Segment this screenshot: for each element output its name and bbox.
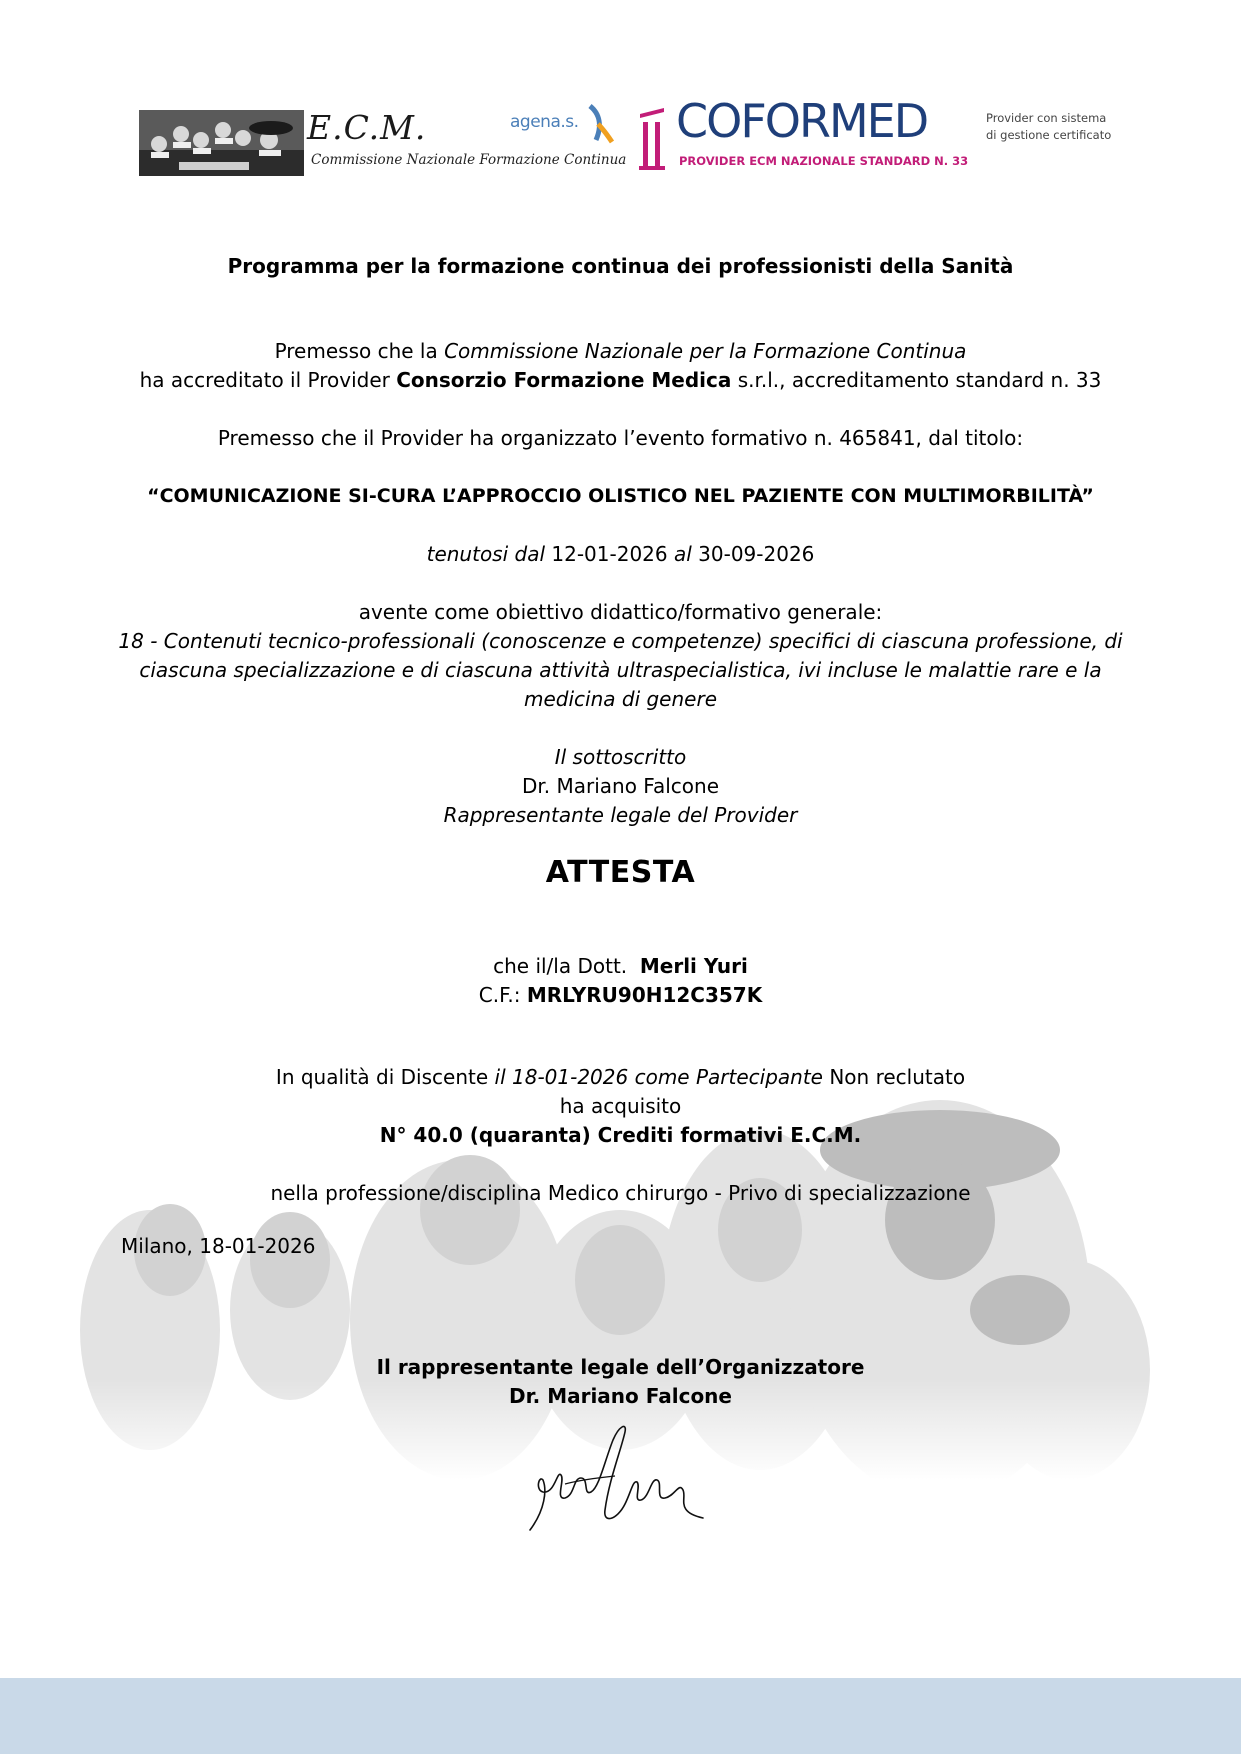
place-date: Milano, 18-01-2026: [121, 1234, 316, 1258]
anatomy-lesson-painting-icon: [139, 110, 304, 176]
credits-amount: N° 40.0 (quaranta) Crediti formativi E.C.M.: [379, 1123, 862, 1147]
profession-line: nella professione/disciplina Medico chirurgo - Privo di specializzazione: [270, 1181, 971, 1205]
participant-name: Merli Yuri: [639, 954, 748, 978]
ecm-title: E.C.M.: [307, 108, 427, 147]
attesta-heading: ATTESTA: [545, 855, 696, 890]
premise-text-c: s.r.l., accreditamento standard n. 33: [731, 368, 1102, 392]
provider-name: Consorzio Formazione Medica: [396, 368, 732, 392]
ecm-subtitle: Commissione Nazionale Formazione Continua: [311, 152, 627, 168]
coformed-name: COFORMED: [676, 94, 928, 148]
provider-note-line-1: Provider con sistema: [986, 111, 1107, 125]
coformed-logo: [638, 94, 969, 174]
role-prefix: In qualità di Discente: [275, 1065, 489, 1089]
participant-block: [0, 952, 1241, 1010]
end-date: 30-09-2026: [698, 542, 815, 566]
participant-prefix: che il/la Dott.: [493, 954, 628, 978]
undersigned-role: Rappresentante legale del Provider: [443, 803, 798, 827]
agenas-mark-icon: [586, 104, 614, 144]
agenas-label: agena.s.: [510, 112, 579, 132]
footer-band: [0, 1678, 1241, 1754]
handwritten-signature: [525, 1420, 710, 1535]
premise-text-a: Premesso che la: [274, 339, 445, 363]
undersigned-name: Dr. Mariano Falcone: [521, 774, 719, 798]
premise-text-b: ha accreditato il Provider: [139, 368, 397, 392]
signatory-title: Il rappresentante legale dell’Organizzatore: [376, 1355, 865, 1379]
cf-label: C.F.:: [478, 983, 521, 1007]
commission-name: Commissione Nazionale per la Formazione Continua: [444, 339, 967, 363]
held-label: tenutosi dal: [426, 542, 546, 566]
credits-block: [0, 1063, 1241, 1150]
acquired-label: ha acquisito: [559, 1094, 682, 1118]
coformed-subtitle: PROVIDER ECM NAZIONALE STANDARD N. 33: [679, 154, 969, 168]
coformed-columns-icon: [638, 106, 668, 172]
undersigned-label: Il sottoscritto: [554, 745, 687, 769]
signatory-name: Dr. Mariano Falcone: [509, 1384, 732, 1408]
role-detail: il 18-01-2026 come Partecipante: [494, 1065, 823, 1089]
signatory-block: [0, 1353, 1241, 1411]
premise-commission: [0, 337, 1241, 395]
objective-label: avente come obiettivo didattico/formativo generale:: [358, 600, 883, 624]
to-label: al: [673, 542, 692, 566]
premise-event: Premesso che il Provider ha organizzato l’evento formativo n. 465841, dal titolo:: [217, 426, 1024, 450]
objective-text: 18 - Contenuti tecnico-professionali (conoscenze e competenze) specifici di ciascuna professione, di ciascuna specializzazione e di ciascuna attività ultraspecialistica, ivi incluse le malattie rare e la medicina di genere: [118, 629, 1123, 711]
role-suffix: Non reclutato: [829, 1065, 966, 1089]
provider-note: [986, 110, 1111, 144]
agenas-logo: [510, 104, 614, 144]
participant-cf: MRLYRU90H12C357K: [526, 983, 763, 1007]
program-title: Programma per la formazione continua dei professionisti della Sanità: [227, 254, 1014, 278]
provider-note-line-2: di gestione certificato: [986, 128, 1112, 142]
event-dates: [0, 540, 1241, 569]
start-date: 12-01-2026: [551, 542, 668, 566]
event-title: “COMUNICAZIONE SI-CURA L’APPROCCIO OLISTICO NEL PAZIENTE CON MULTIMORBILITÀ”: [147, 485, 1094, 507]
undersigned-block: [0, 743, 1241, 830]
